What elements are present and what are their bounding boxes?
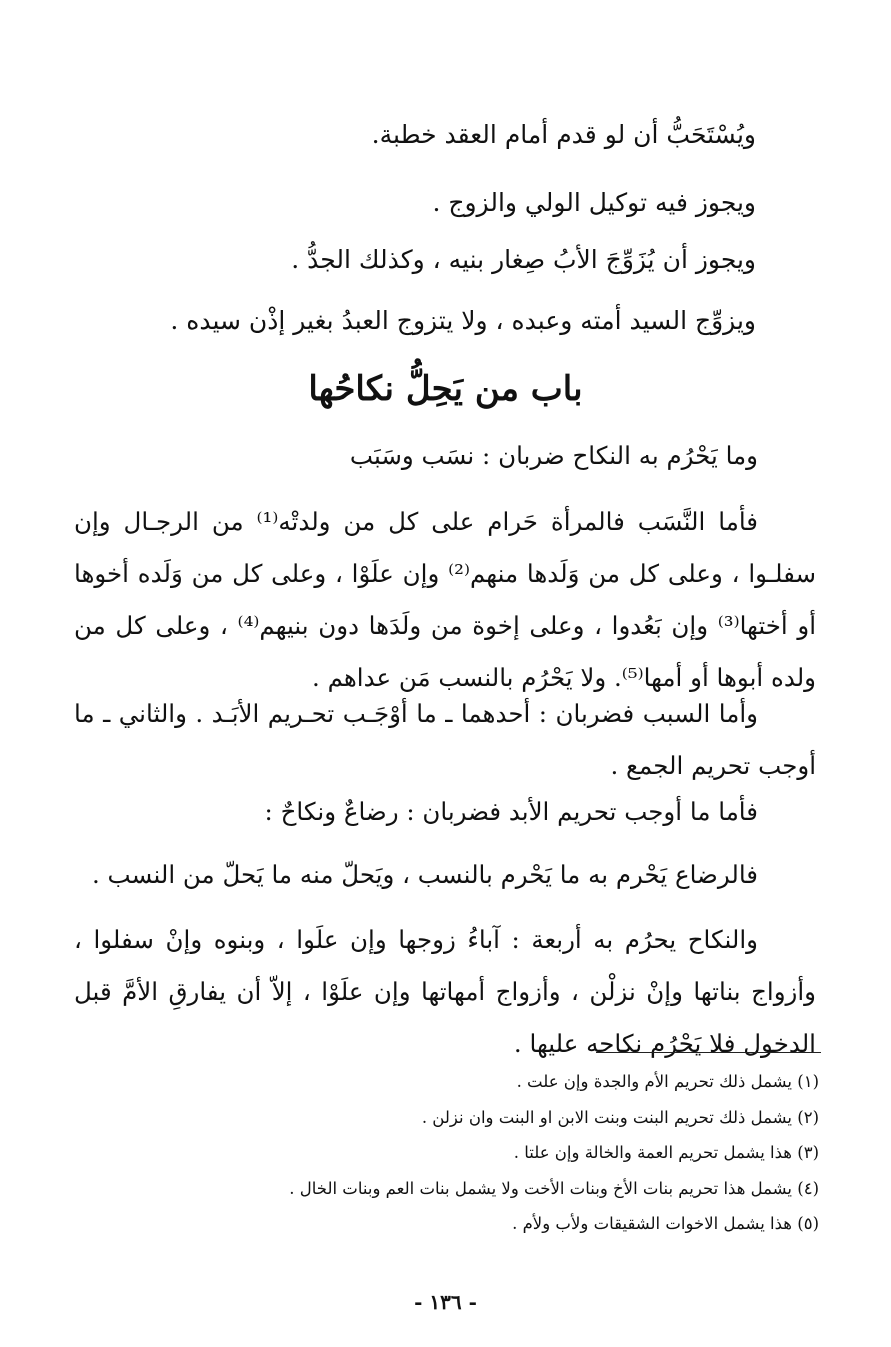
sabab-paragraph: وأما السبب فضربان : أحدهما ـ ما أوْجَـب تحـريم الأبَـد . والثاني ـ ما أوجب تحريم الجمع . [74,699,816,780]
abad-line: فأما ما أوجب تحريم الأبد فضربان : رضاعٌ ونكاحٌ : [264,797,758,826]
nikah-paragraph: والنكاح يحرُم به أربعة : آباءُ زوجها وإن علَوا ، وبنوه وإنْ سفلوا ، وأزواج بناتها وإنْ نزلْن ، وأزواج أمهاتها وإن علَوْا ، إلاّ أن يفارقِ الأمَّ قبل الدخول فلا يَحْرُم نكاحه عليها . [74,925,816,1058]
footnote-4: (٤) يشمل هذا تحريم بنات الأخ وبنات الأخت ولا يشمل بنات العم وبنات الخال . [289,1178,819,1198]
chapter-heading: باب من يَحِلُّ نكاحُها [308,369,583,409]
nasab-paragraph: فأما النَّسَب فالمرأة حَرام على كل من ولدتْه⁽¹⁾ من الرجـال وإن سفلـوا ، وعلى كل من وَلَدها منهم⁽²⁾ وإن علَوْا ، وعلى كل من وَلَده أخوها أو أختها⁽³⁾ وإن بَعُدوا ، وعلى إخوة من ولَدَها دون بنيهم⁽⁴⁾ ، وعلى كل من ولده أبوها أو أمها⁽⁵⁾. ولا يَحْرُم بالنسب مَن عداهم . [74,507,816,692]
footnote-3: (٣) هذا يشمل تحريم العمة والخالة وإن علتا . [513,1143,819,1162]
intro-line-tawkil: ويجوز فيه توكيل الولي والزوج . [432,188,756,217]
footnotes [59,1064,819,1242]
footnote-5: (٥) هذا يشمل الاخوات الشقيقات ولأب ولأم . [512,1214,819,1233]
footnote-divider [596,1052,821,1053]
types-line: وما يَحْرُم به النكاح ضربان : نسَب وسَبَب [349,441,758,470]
page-number: - ١٣٦ - [414,1290,477,1314]
intro-line-father: ويجوز أن يُزَوِّجَ الأبُ صِغار بنيه ، وكذلك الجدُّ . [291,245,756,274]
radaa-line: فالرضاع يَحْرم به ما يَحْرم بالنسب ، ويَحلّ منه ما يَحلّ من النسب . [91,860,758,889]
intro-line-khutba: ويُسْتَحَبُّ أن لو قدم أمام العقد خطبة. [371,120,756,149]
intro-line-master: ويزوِّج السيد أمته وعبده ، ولا يتزوج العبدُ بغير إذْن سيده . [170,306,756,335]
footnote-2: (٢) يشمل ذلك تحريم البنت وبنت الابن او البنت وان نزلن . [421,1107,819,1127]
footnote-1: (١) يشمل ذلك تحريم الأم والجدة وإن علت . [516,1072,819,1091]
